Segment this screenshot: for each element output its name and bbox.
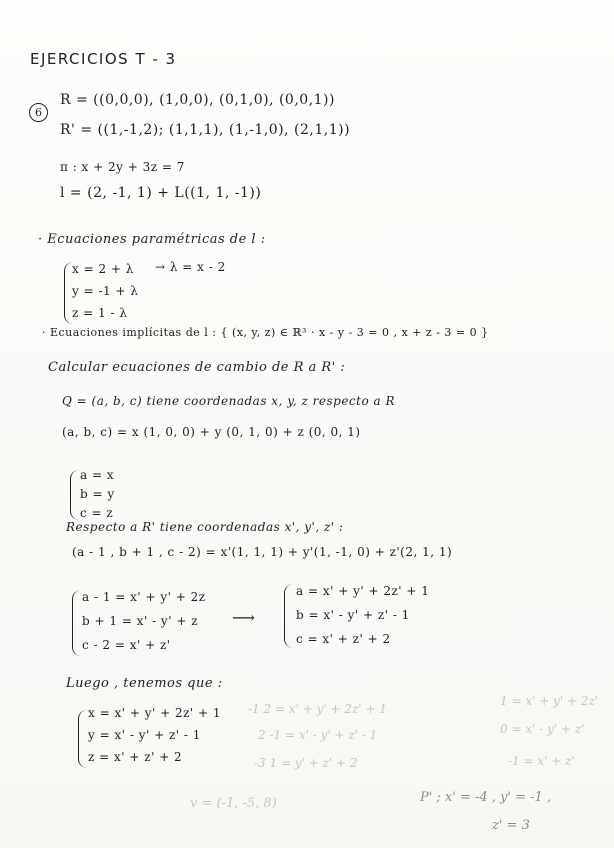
implicit-equations: · Ecuaciones implícitas de l : { (x, y, z) ∈ ℝ³ · x - y - 3 = 0 , x + z - 3 = 0 } bbox=[42, 326, 489, 339]
parametric-x: x = 2 + λ bbox=[72, 262, 134, 276]
system-2-right-line-1: a = x' + y' + 2z' + 1 bbox=[296, 584, 430, 598]
ghost-line-4: 1 = x' + y' + 2z' bbox=[500, 694, 599, 708]
system-1-line-3: c = z bbox=[80, 506, 114, 520]
abc-decomposition: (a, b, c) = x (1, 0, 0) + y (0, 1, 0) + z (0, 0, 1) bbox=[62, 425, 361, 439]
system-3-line-1: x = x' + y' + 2z' + 1 bbox=[88, 706, 222, 720]
system-2-left-line-3: c - 2 = x' + z' bbox=[82, 638, 171, 652]
system-2-left-line-2: b + 1 = x' - y' + z bbox=[82, 614, 199, 628]
basis-r: R = ((0,0,0), (1,0,0), (0,1,0), (0,0,1)) bbox=[60, 92, 335, 108]
parametric-arrow: → λ = x - 2 bbox=[155, 260, 226, 274]
rprime-coordinates-text: Respecto a R' tiene coordenadas x', y', z' : bbox=[66, 520, 344, 534]
ghost-line-1: -1 2 = x' + y' + 2z' + 1 bbox=[248, 702, 387, 716]
system-3-line-2: y = x' - y' + z' - 1 bbox=[88, 728, 201, 742]
ghost-line-2: 2 -1 = x' - y' + z' - 1 bbox=[258, 728, 378, 742]
basis-r-prime: R' = ((1,-1,2); (1,1,1), (1,-1,0), (2,1,1)) bbox=[60, 122, 351, 138]
ghost-line-5: 0 = x' - y' + z' bbox=[500, 722, 585, 736]
system-3-line-3: z = x' + z' + 2 bbox=[88, 750, 183, 764]
system-1-line-1: a = x bbox=[80, 468, 115, 482]
ghost-line-8: P' ; x' = -4 , y' = -1 , bbox=[420, 790, 552, 805]
line-equation: l = (2, -1, 1) + L((1, 1, -1)) bbox=[60, 185, 262, 201]
ghost-line-3: -3 1 = y' + z' + 2 bbox=[254, 756, 358, 770]
ghost-line-6: -1 = x' + z' bbox=[508, 754, 575, 768]
change-heading: Calcular ecuaciones de cambio de R a R' : bbox=[48, 360, 346, 375]
system-1-brace bbox=[70, 470, 79, 520]
system-2-left-line-1: a - 1 = x' + y' + 2z bbox=[82, 590, 206, 604]
plane-equation: π : x + 2y + 3z = 7 bbox=[60, 160, 185, 174]
system-3-brace bbox=[78, 710, 87, 768]
system-1-line-2: b = y bbox=[80, 487, 115, 501]
parametric-z: z = 1 - λ bbox=[72, 306, 128, 320]
parametric-y: y = -1 + λ bbox=[72, 284, 139, 298]
system-2-right-line-3: c = x' + z' + 2 bbox=[296, 632, 391, 646]
luego-text: Luego , tenemos que : bbox=[66, 676, 223, 691]
system-2-arrow: ⟶ bbox=[232, 608, 255, 627]
q-coordinates-text: Q = (a, b, c) tiene coordenadas x, y, z respecto a R bbox=[62, 394, 396, 408]
exercise-number-badge: 6 bbox=[29, 103, 48, 122]
parametric-heading: · Ecuaciones paramétricas de l : bbox=[38, 232, 266, 247]
page-title: EJERCICIOS T - 3 bbox=[30, 50, 177, 68]
system-2-right-brace bbox=[284, 584, 293, 648]
rprime-decomposition: (a - 1 , b + 1 , c - 2) = x'(1, 1, 1) + y'(1, -1, 0) + z'(2, 1, 1) bbox=[72, 545, 453, 559]
system-2-left-brace bbox=[72, 590, 81, 656]
ghost-line-9: z' = 3 bbox=[492, 818, 530, 833]
system-2-right-line-2: b = x' - y' + z' - 1 bbox=[296, 608, 410, 622]
ghost-line-7: v = (-1, -5, 8) bbox=[190, 796, 277, 811]
